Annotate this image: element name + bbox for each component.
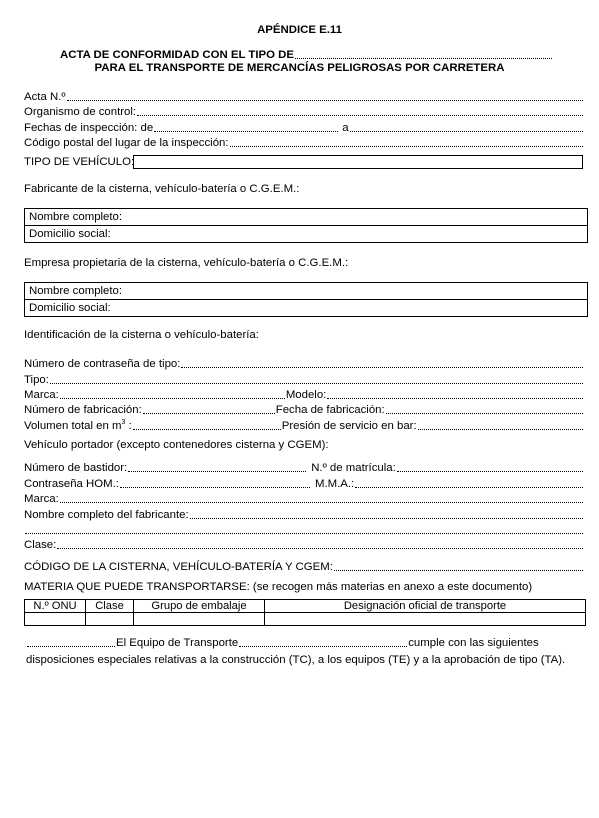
table-header-row [25, 600, 586, 613]
document-title-line1 [60, 48, 552, 62]
fabricante-domicilio-field[interactable] [25, 225, 587, 242]
tipo-label: Tipo: [24, 374, 49, 386]
marca-modelo-field[interactable] [24, 388, 584, 402]
mma-label: M.M.A.: [314, 478, 355, 490]
equipo-label: El Equipo de Transporte [116, 637, 239, 649]
fabricacion-field[interactable] [24, 403, 584, 417]
propietaria-domicilio-label: Domicilio social: [29, 302, 111, 314]
codigo-postal-label: Código postal del lugar de la inspección: [24, 137, 229, 149]
portador-heading: Vehículo portador (excepto contenedores cisterna y CGEM): [24, 439, 329, 451]
matricula-label: N.º de matrícula: [311, 462, 396, 474]
tipo-vehiculo-label: TIPO DE VEHÍCULO: [24, 156, 135, 168]
identificacion-heading: Identificación de la cisterna o vehículo-batería: [24, 329, 259, 341]
column-header-grupo: Grupo de embalaje [134, 600, 265, 613]
column-header-onu: N.º ONU [25, 600, 86, 613]
organismo-label: Organismo de control: [24, 106, 137, 118]
appendix-title: APÉNDICE E.11 [257, 24, 342, 36]
cubic-superscript: 3 [121, 419, 126, 427]
codigo-postal-field[interactable] [24, 136, 584, 150]
fechas-a-label: a [342, 122, 349, 134]
footer-line2: disposiciones especiales relativas a la construcción (TC), a los equipos (TE) y a la aprobación de tipo (TA). [26, 654, 566, 666]
marca-label: Marca: [24, 389, 59, 401]
materia-label: MATERIA QUE PUEDE TRANSPORTARSE: (se recogen más materias en anexo a este documento) [24, 581, 533, 593]
clase-label: Clase: [24, 539, 57, 551]
propietaria-nombre-label: Nombre completo: [29, 285, 123, 297]
propietaria-nombre-field[interactable] [25, 283, 587, 299]
fecha-fabricacion-label: Fecha de fabricación: [275, 404, 385, 416]
fabricante-nombre-label: Nombre completo: [29, 211, 123, 223]
materia-table [24, 599, 586, 626]
nombre-fabricante-continuation[interactable] [24, 523, 584, 537]
fabricante-nombre-field[interactable] [25, 209, 587, 225]
footer-line1 [26, 636, 588, 650]
num-fabricacion-label: Número de fabricación: [24, 404, 142, 416]
document-title-line2: PARA EL TRANSPORTE DE MERCANCÍAS PELIGROSAS POR CARRETERA [94, 62, 505, 74]
table-row[interactable] [25, 613, 586, 626]
designacion-cell[interactable] [265, 613, 586, 626]
fechas-field[interactable] [24, 121, 584, 135]
codigo-cisterna-field[interactable] [24, 560, 584, 574]
bastidor-label: Número de bastidor: [24, 462, 128, 474]
contrasena-tipo-field[interactable] [24, 357, 584, 371]
clase-cell[interactable] [86, 613, 134, 626]
nombre-fabricante-field[interactable] [24, 508, 584, 522]
propietaria-heading: Empresa propietaria de la cisterna, vehículo-batería o C.G.E.M.: [24, 257, 349, 269]
acta-label: Acta N.º [24, 91, 66, 103]
fechas-de-label: Fechas de inspección: de [24, 122, 154, 134]
acta-field[interactable] [24, 90, 584, 104]
portador-marca-label: Marca: [24, 493, 59, 505]
cumple-text: cumple con las siguientes [408, 637, 539, 649]
propietaria-box [24, 282, 588, 317]
nombre-fabricante-label: Nombre completo del fabricante: [24, 509, 189, 521]
bastidor-matricula-field[interactable] [24, 461, 584, 475]
fabricante-domicilio-label: Domicilio social: [29, 228, 111, 240]
fabricante-box [24, 208, 588, 243]
volumen-presion-field[interactable] [24, 419, 584, 433]
tipo-vehiculo-input[interactable] [133, 155, 583, 169]
portador-marca-field[interactable] [24, 492, 584, 506]
document-title-text: ACTA DE CONFORMIDAD CON EL TIPO DE [60, 49, 294, 61]
presion-label: Presión de servicio en bar: [281, 420, 417, 432]
title-fill-dots [295, 58, 552, 59]
contrasena-tipo-label: Número de contraseña de tipo: [24, 358, 181, 370]
fabricante-heading: Fabricante de la cisterna, vehículo-batería o C.G.E.M.: [24, 183, 300, 195]
modelo-label: Modelo: [285, 389, 327, 401]
hom-mma-field[interactable] [24, 477, 584, 491]
onu-cell[interactable] [25, 613, 86, 626]
propietaria-domicilio-field[interactable] [25, 299, 587, 316]
tipo-field[interactable] [24, 373, 584, 387]
volumen-label: Volumen total en $m^3$ : [24, 419, 132, 432]
grupo-cell[interactable] [134, 613, 265, 626]
hom-label: Contraseña HOM.: [24, 478, 119, 490]
organismo-field[interactable] [24, 105, 584, 119]
codigo-cisterna-label: CÓDIGO DE LA CISTERNA, VEHÍCULO-BATERÍA Y CGEM: [24, 561, 333, 573]
column-header-designacion: Designación oficial de transporte [265, 600, 586, 613]
clase-field[interactable] [24, 538, 584, 552]
column-header-clase: Clase [86, 600, 134, 613]
